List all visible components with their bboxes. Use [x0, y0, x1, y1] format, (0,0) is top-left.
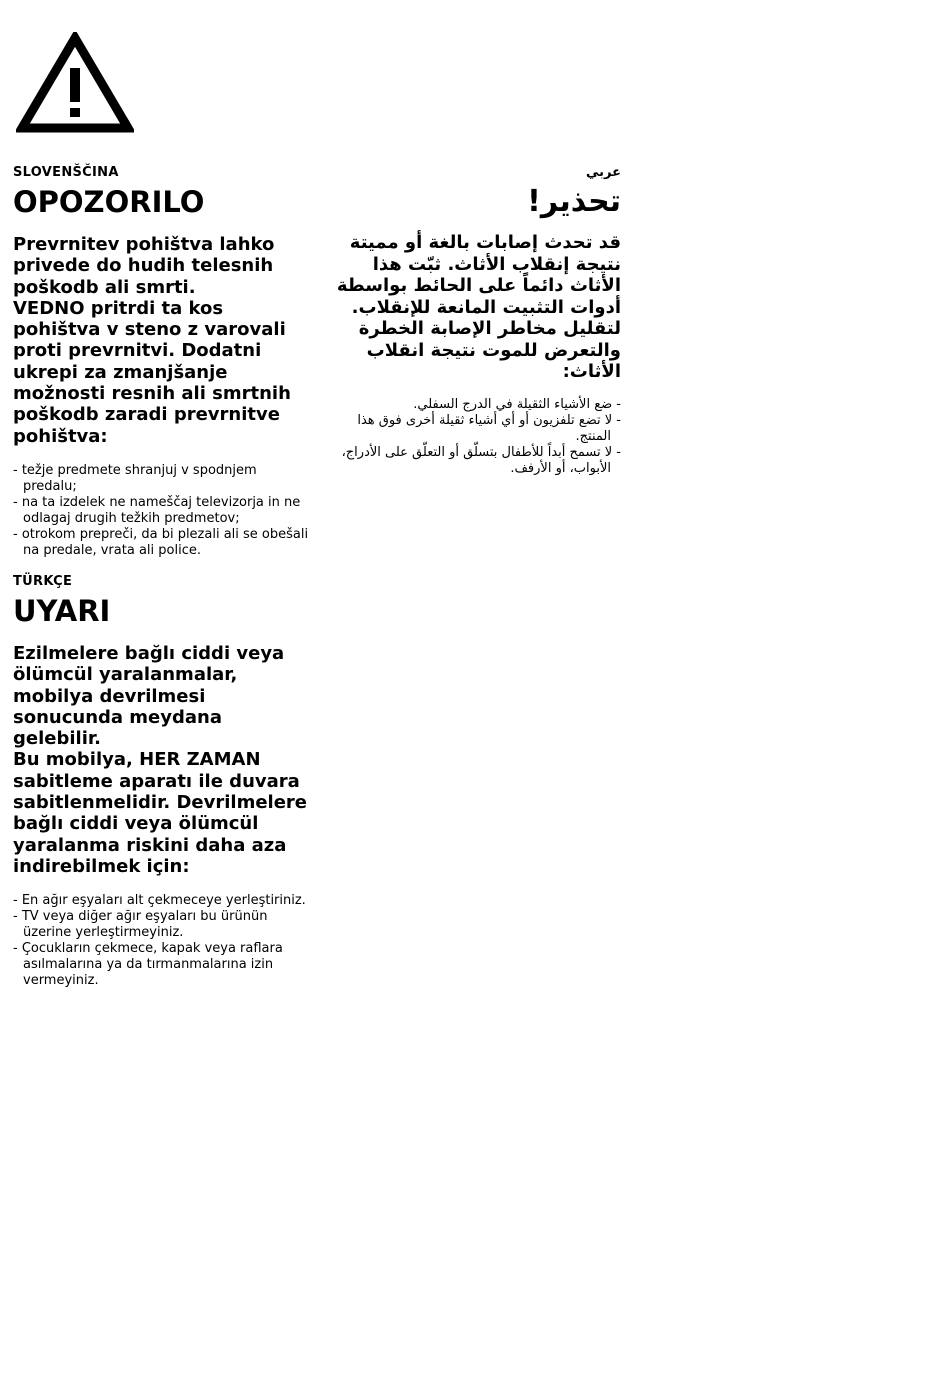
list-item: - TV veya diğer ağır eşyaları bu ürünün üzerine yerleştirmeyiniz. [13, 909, 268, 941]
warning-heading: تحذير! [527, 184, 621, 219]
warning-triangle-icon [16, 32, 134, 134]
language-label: TÜRKÇE [13, 573, 73, 589]
list-item: - لا تضع تلفزيون أو أي أشياء ثقيلة أخرى فوق هذا المنتج. [357, 412, 621, 444]
left-column [13, 164, 313, 989]
warning-heading: UYARI [13, 593, 111, 628]
list-item: - لا تسمح أبداً للأطفال بتسلّق أو التعلّق على الأدراج، الأبواب، أو الأرفف. [341, 444, 621, 476]
list-item: - težje predmete shranjuj v spodnjem predalu; [13, 462, 257, 494]
list-item: - na ta izdelek ne nameščaj televizorja in ne odlagaj drugih težkih predmetov; [13, 494, 301, 526]
list-item: - Çocukların çekmece, kapak veya raflara asılmalarına ya da tırmanmalarına izin vermeyiniz. [13, 941, 283, 989]
warning-heading: OPOZORILO [13, 185, 205, 219]
section-turkish [13, 573, 313, 989]
warning-lead-text: Prevrnitev pohištva lahko privede do hudih telesnih poškodb ali smrti. VEDNO pritrdi ta kos pohištva v steno z varovali proti prevrnitvi. Dodatni ukrepi za zmanjšanje možnosti resnih ali smrtnih poškodb zaradi prevrnitve pohištva: [13, 234, 291, 447]
warning-lead-text: قد تحدث إصابات بالغة أو مميتة نتيجة إنقلاب الأثاث. ثبّت هذا الأثاث دائماً على الحائط بواسطة أدوات التثبيت المانعة للإنقلاب. لتقليل مخاطر الإصابة الخطرة والتعرض للموت نتيجة انقلاب الأثاث: [336, 232, 621, 382]
section-arabic [326, 164, 621, 477]
instruction-list [13, 893, 313, 989]
language-label: عربي [585, 165, 621, 180]
instruction-list [13, 463, 313, 559]
list-item: - En ağır eşyaları alt çekmeceye yerleştiriniz. [13, 893, 306, 909]
warning-lead-text: Ezilmelere bağlı ciddi veya ölümcül yaralanmalar, mobilya devrilmesi sonucunda meydana gelebilir. Bu mobilya, HER ZAMAN sabitleme aparatı ile duvara sabitlenmelidir. Devrilmelere bağlı ciddi veya ölümcül yaralanma riskini daha aza indirebilmek için: [13, 642, 308, 877]
list-item: - ضع الأشياء الثقيلة في الدرج السفلي. [413, 396, 621, 412]
instruction-list [326, 397, 621, 477]
language-label: SLOVENŠČINA [13, 165, 119, 180]
right-column [326, 164, 621, 477]
list-item: - otrokom prepreči, da bi plezali ali se obešali na predale, vrata ali police. [13, 526, 309, 558]
section-slovenian [13, 164, 313, 559]
